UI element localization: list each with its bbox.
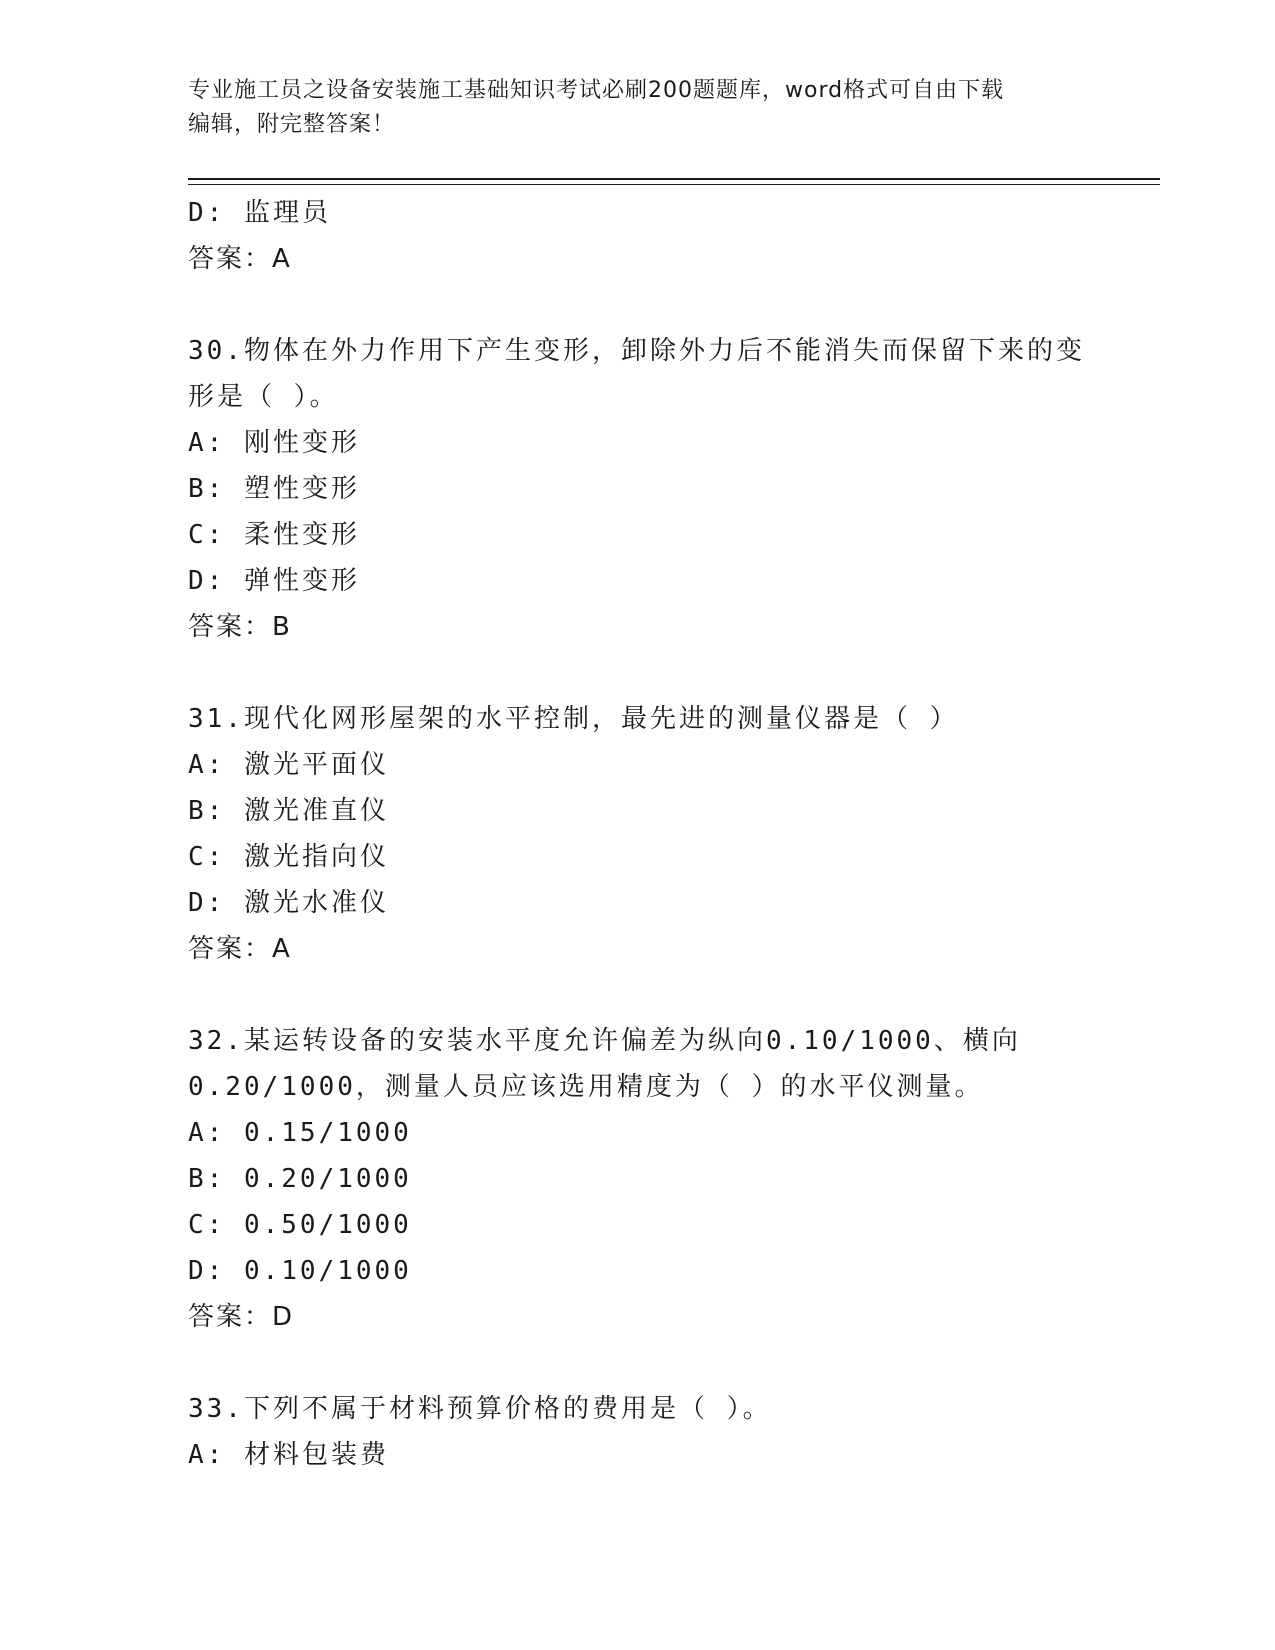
option-b: B: 塑性变形 [188,474,360,504]
spacer [188,282,1088,328]
option-b: B: 激光准直仪 [188,796,389,826]
option-a: A: 激光平面仪 [188,750,389,780]
answer-line: 答案：D [188,1302,295,1332]
option-c: C: 0.50/1000 [188,1210,412,1240]
option-c: C: 柔性变形 [188,520,360,550]
question-29-tail [188,190,1088,282]
question-text: 31.现代化网形屋架的水平控制，最先进的测量仪器是（ ） [188,704,959,734]
spacer [188,650,1088,696]
question-32 [188,1018,1088,1340]
question-31 [188,696,1088,972]
answer-line: 答案：A [188,934,292,964]
header-line-2: 编辑，附完整答案！ [188,112,396,137]
question-text: 30.物体在外力作用下产生变形，卸除外力后不能消失而保留下来的变 [188,336,1085,366]
question-list [188,190,1088,1478]
answer-line: 答案：B [188,612,292,642]
question-text-continued: 0.20/1000，测量人员应该选用精度为（ ）的水平仪测量。 [188,1072,984,1102]
option-a: A: 0.15/1000 [188,1118,412,1148]
question-33 [188,1386,1088,1478]
question-30 [188,328,1088,650]
question-text: 33.下列不属于材料预算价格的费用是（ ）。 [188,1394,772,1424]
option-a: A: 材料包装费 [188,1440,389,1470]
option-b: B: 0.20/1000 [188,1164,412,1194]
spacer [188,1340,1088,1386]
header-divider-thin [188,184,1160,185]
question-text: 32.某运转设备的安装水平度允许偏差为纵向0.10/1000、横向 [188,1026,1021,1056]
option-d: D: 弹性变形 [188,566,360,596]
header-divider-thick [188,178,1160,180]
option-a: A: 刚性变形 [188,428,360,458]
question-text-continued: 形是（ ）。 [188,382,339,412]
answer-line: 答案：A [188,244,292,274]
spacer [188,972,1088,1018]
option-d: D: 监理员 [188,198,331,228]
option-d: D: 激光水准仪 [188,888,389,918]
document-header [188,74,1088,142]
option-d: D: 0.10/1000 [188,1256,412,1286]
header-line-1: 专业施工员之设备安装施工基础知识考试必刷200题题库，word格式可自由下载 [188,78,1005,103]
option-c: C: 激光指向仪 [188,842,389,872]
